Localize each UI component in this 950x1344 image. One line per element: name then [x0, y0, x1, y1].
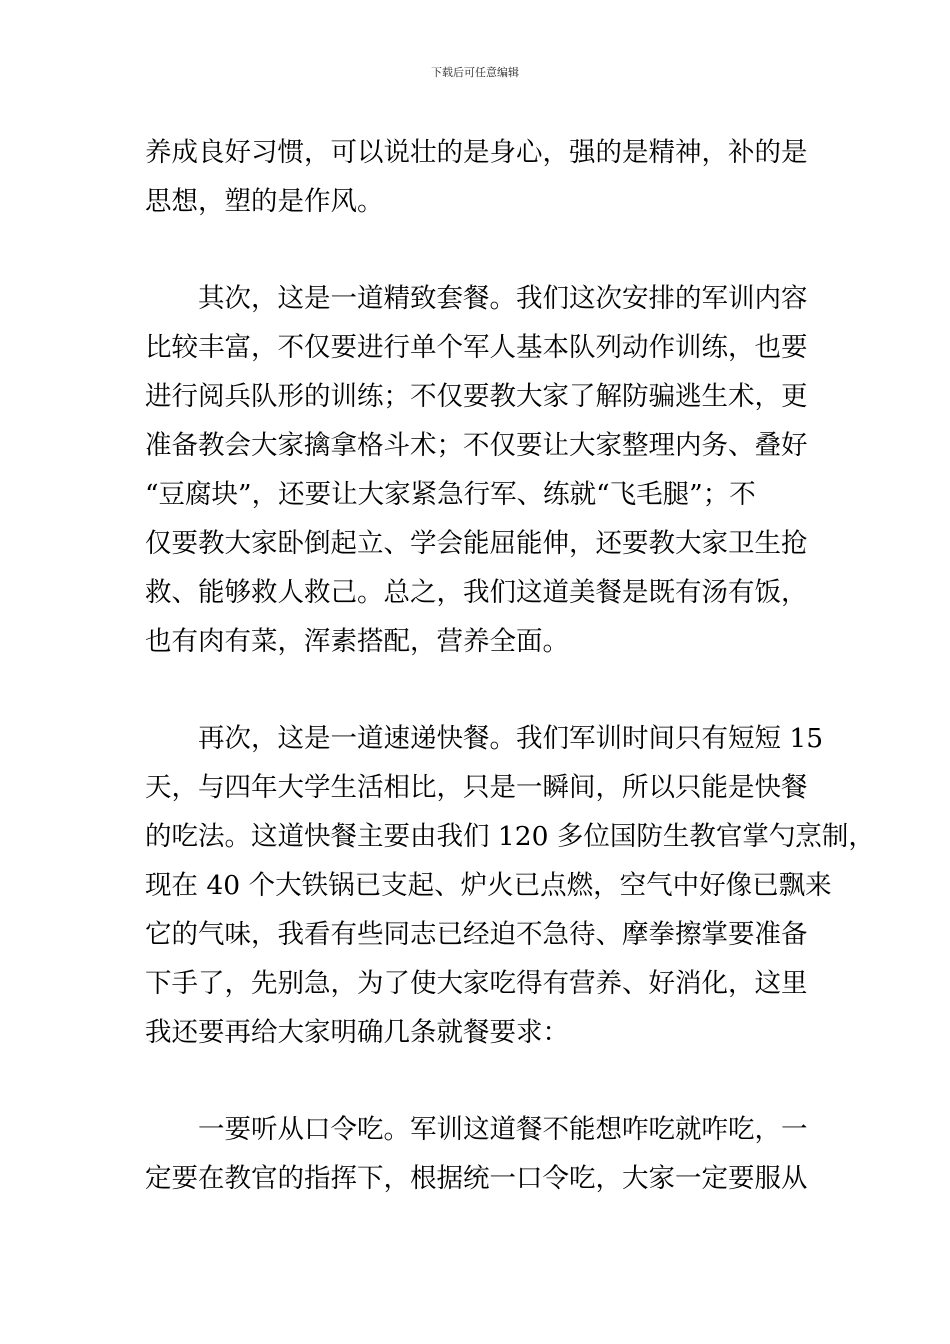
- text-line: 比较丰富，不仅要进行单个军人基本队列动作训练，也要: [145, 332, 808, 363]
- text-line: 思想，塑的是作风。: [145, 186, 384, 217]
- paragraph: [145, 1105, 810, 1203]
- paragraph: [145, 274, 810, 666]
- text-line: 定要在教官的指挥下，根据统一口令吃，大家一定要服从: [145, 1163, 808, 1194]
- page-header: 下载后可任意编辑: [431, 66, 519, 79]
- text-line: 天，与四年大学生活相比，只是一瞬间，所以只能是快餐: [145, 772, 808, 803]
- text-line: 仅要教大家卧倒起立、学会能屈能伸，还要教大家卫生抢: [145, 528, 808, 559]
- text-line: 现在 40 个大铁锅已支起、炉火已点燃，空气中好像已飘来: [145, 870, 832, 901]
- text-line: 再次，这是一道速递快餐。我们军训时间只有短短 15: [198, 723, 824, 754]
- text-line: 其次，这是一道精致套餐。我们这次安排的军训内容: [198, 283, 808, 314]
- text-line: 一要听从口令吃。军训这道餐不能想咋吃就咋吃，一: [198, 1114, 808, 1145]
- paragraph-gap: [145, 666, 810, 714]
- text-line: “豆腐块”，还要让大家紧急行军、练就“飞毛腿”；不: [145, 479, 756, 510]
- text-line: 下手了，先别急，为了使大家吃得有营养、好消化，这里: [145, 968, 808, 999]
- text-line: 进行阅兵队形的训练；不仅要教大家了解防骗逃生术，更: [145, 381, 808, 412]
- paragraph: [145, 128, 810, 226]
- paragraph: [145, 714, 875, 1057]
- text-line: 它的气味，我看有些同志已经迫不急待、摩拳擦掌要准备: [145, 919, 808, 950]
- text-line: 我还要再给大家明确几条就餐要求：: [145, 1017, 569, 1048]
- paragraph-gap: [145, 1057, 810, 1105]
- text-line: 也有肉有菜，浑素搭配，营养全面。: [145, 626, 569, 657]
- document-body: [145, 128, 875, 1203]
- paragraph-gap: [145, 226, 810, 274]
- text-line: 救、能够救人救己。总之，我们这道美餐是既有汤有饭，: [145, 577, 808, 608]
- text-line: 准备教会大家擒拿格斗术；不仅要让大家整理内务、叠好: [145, 430, 808, 461]
- text-line: 的吃法。这道快餐主要由我们 120 多位国防生教官掌勺烹制，: [145, 821, 875, 852]
- text-line: 养成良好习惯，可以说壮的是身心，强的是精神，补的是: [145, 137, 808, 168]
